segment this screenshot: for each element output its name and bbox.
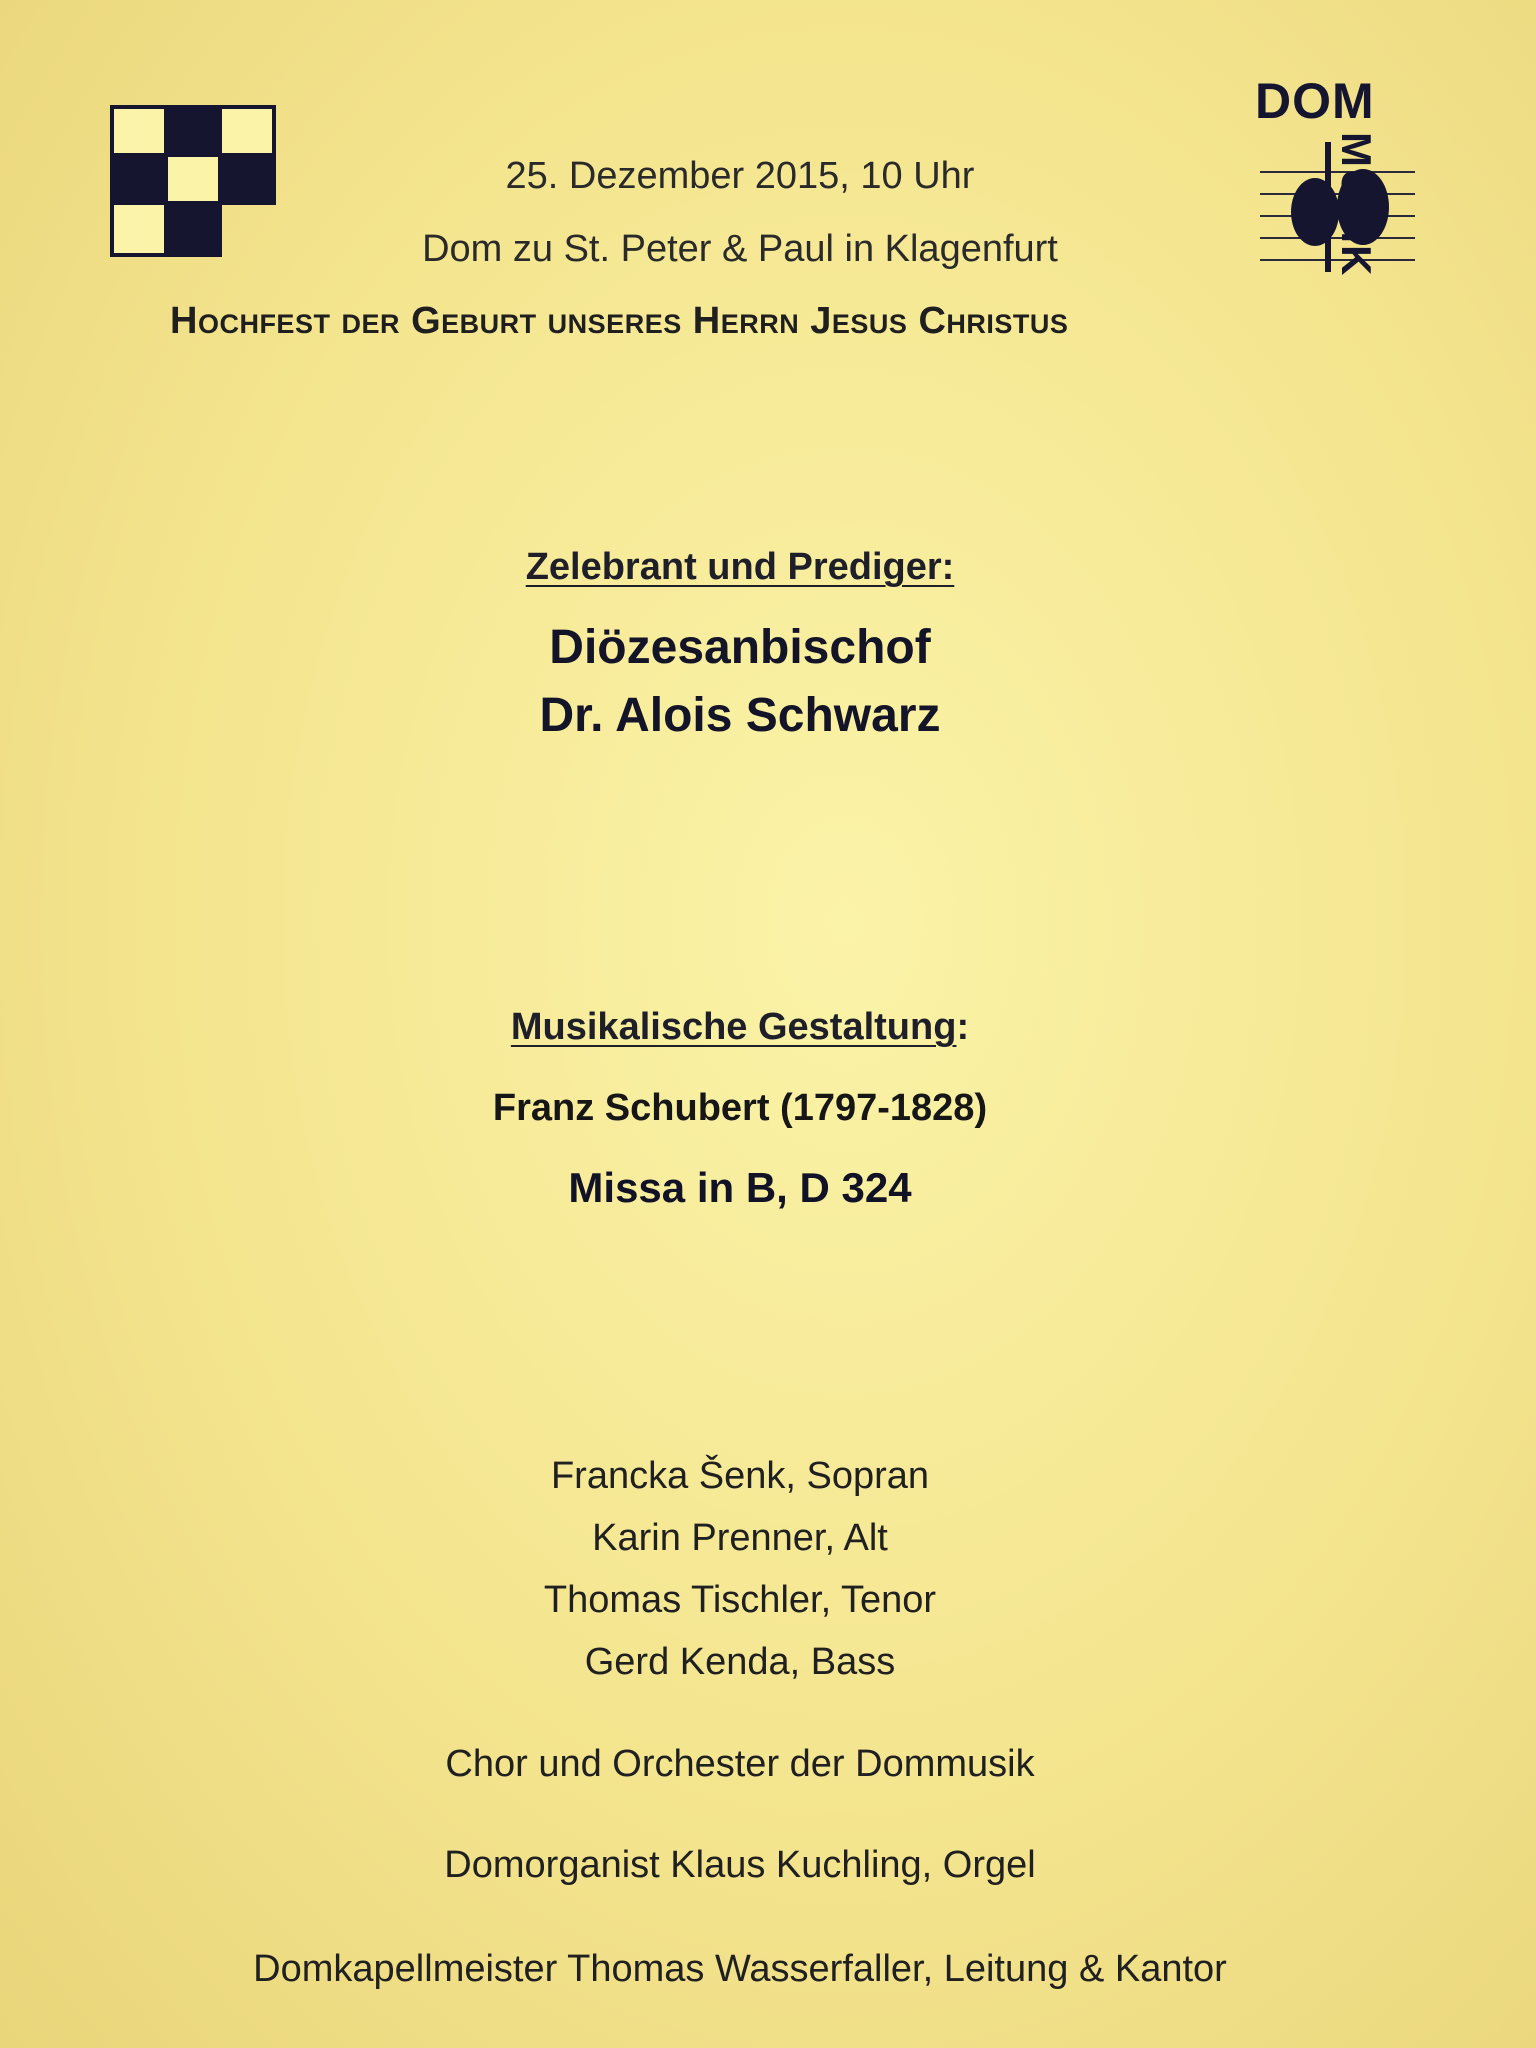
location: Dom zu St. Peter & Paul in Klagenfurt — [422, 228, 1058, 270]
dom-text: DOM — [1255, 73, 1375, 129]
celebrant-name: Dr. Alois Schwarz — [539, 689, 941, 742]
work-title: Missa in B, D 324 — [568, 1164, 912, 1211]
music-heading-colon: : — [956, 1006, 970, 1048]
performer-alto: Karin Prenner, Alt — [592, 1517, 888, 1559]
ensemble: Chor und Orchester der Dommusik — [445, 1743, 1035, 1785]
date-time: 25. Dezember 2015, 10 Uhr — [505, 155, 975, 197]
performer-tenor: Thomas Tischler, Tenor — [543, 1579, 937, 1621]
organist: Domorganist Klaus Kuchling, Orgel — [444, 1844, 1036, 1886]
composer: Franz Schubert (1797-1828) — [492, 1087, 988, 1129]
performer-soprano: Francka Šenk, Sopran — [550, 1455, 930, 1497]
music-heading-text: Musikalische Gestaltung — [510, 1006, 957, 1048]
celebrant-heading — [0, 546, 1480, 589]
celebrant-title: Diözesanbischof — [549, 621, 931, 674]
music-heading — [0, 1006, 1480, 1049]
performer-bass: Gerd Kenda, Bass — [584, 1641, 896, 1683]
conductor: Domkapellmeister Thomas Wasserfaller, Leitung & Kantor — [253, 1948, 1227, 1990]
feast-title: Hochfest der Geburt unseres Herrn Jesus Christus — [170, 300, 1069, 342]
musik-text: MUSIK — [1333, 132, 1380, 278]
celebrant-heading-text: Zelebrant und Prediger: — [525, 546, 955, 588]
